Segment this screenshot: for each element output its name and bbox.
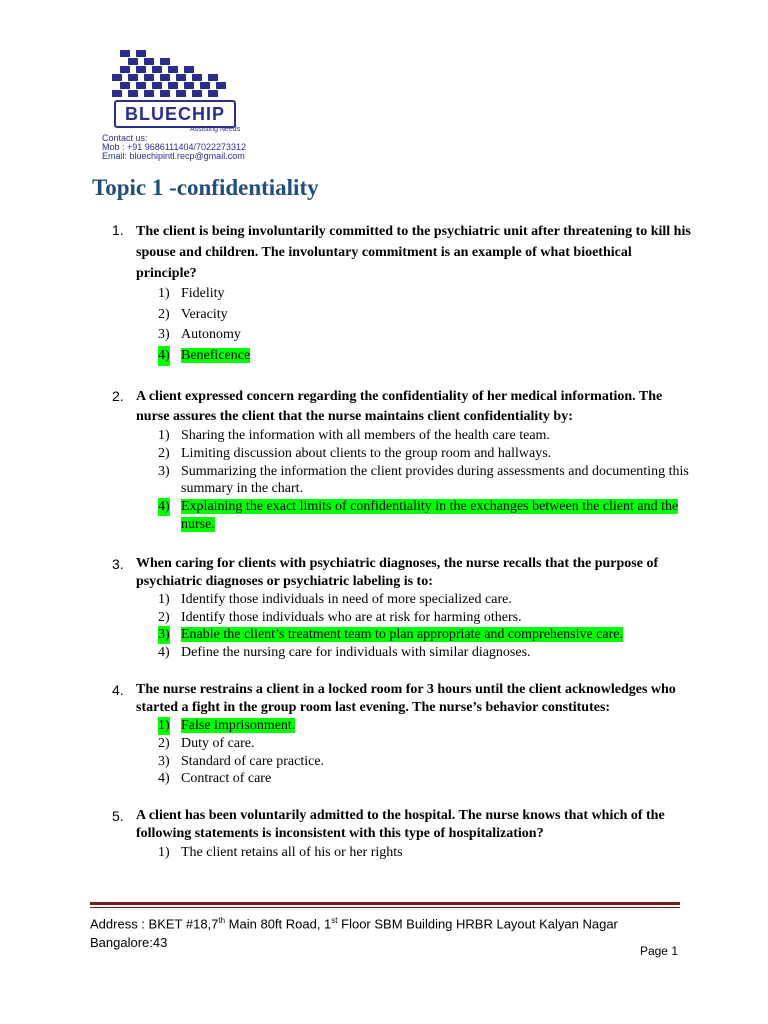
address-part-1: Address : BKET #18,7: [90, 916, 219, 932]
option-number: 1): [158, 428, 170, 443]
question-text: The nurse restrains a client in a locked room for 3 hours until the client acknowledges who started a fight in the group room last evening. The nurse’s behavior constitutes:: [136, 681, 676, 715]
question-number: 4.: [112, 681, 124, 698]
option-3: [158, 626, 692, 644]
option-4: [158, 770, 692, 788]
question-list: [112, 221, 692, 863]
option-number: 2): [158, 609, 170, 625]
contact-email: Email: bluechipintl.recp@gmail.com: [102, 151, 245, 161]
logo-brand-text: BLUECHIP: [114, 100, 236, 128]
option-text: Enable the client’s treatment team to plan appropriate and comprehensive care.: [181, 627, 623, 643]
contact-label: Contact us:: [102, 133, 148, 143]
contact-block: [102, 134, 246, 161]
option-number: 1): [158, 591, 170, 607]
option-4: [158, 346, 692, 367]
option-2: [158, 735, 692, 753]
option-text: The client retains all of his or her rights: [181, 845, 403, 861]
option-number: 2): [158, 735, 170, 751]
option-3: [158, 325, 692, 346]
option-list: [136, 843, 692, 863]
option-1: [158, 284, 692, 305]
option-1: [158, 427, 692, 445]
option-number: 4): [158, 499, 170, 515]
question-number: 2.: [112, 388, 124, 404]
option-text: Identify those individuals in need of more specialized care.: [181, 591, 512, 607]
option-3: [158, 753, 692, 771]
option-1: [158, 717, 692, 735]
address-part-2: Main 80ft Road, 1: [225, 916, 332, 932]
option-text: Autonomy: [181, 327, 241, 342]
option-1: [158, 591, 692, 609]
question-3: [112, 555, 692, 662]
option-text: Veracity: [181, 306, 228, 322]
logo-tagline: Assisting Needs: [190, 126, 241, 133]
option-number: 4): [158, 771, 170, 787]
question-1: [112, 221, 692, 366]
option-text: Standard of care practice.: [181, 753, 325, 769]
option-number: 1): [158, 717, 170, 733]
option-2: [158, 305, 692, 326]
option-4: [158, 498, 692, 534]
option-number: 1): [158, 845, 170, 861]
question-text: The client is being involuntarily committed to the psychiatric unit after threatening to kill his spouse and children. The involuntary commitment is an example of what bioethical principle?: [136, 224, 691, 281]
option-text: Explaining the exact limits of confidentiality in the exchanges between the client and the nurse.: [181, 499, 679, 532]
option-text: Sharing the information with all members of the health care team.: [181, 428, 550, 443]
question-5: [112, 807, 692, 863]
option-number: 3): [158, 753, 170, 769]
option-text: Contract of care: [181, 771, 272, 787]
option-4: [158, 644, 692, 662]
address-line-2: Bangalore:43: [90, 935, 168, 951]
address-part-3: Floor SBM Building HRBR Layout Kalyan Nagar: [337, 916, 618, 932]
option-list: [136, 717, 692, 788]
option-number: 2): [158, 445, 170, 461]
option-number: 3): [158, 627, 170, 643]
option-list: [136, 591, 692, 662]
option-text: Beneficence: [181, 347, 251, 363]
option-text: Identify those individuals who are at risk for harming others.: [181, 609, 522, 625]
address-sup-1: th: [218, 916, 226, 925]
question-text: A client has been voluntarily admitted to the hospital. The nurse knows that which of the following statements is inconsistent with this type of hospitalization?: [136, 808, 665, 842]
option-number: 3): [158, 463, 170, 479]
option-number: 4): [158, 645, 170, 661]
question-text: When caring for clients with psychiatric diagnoses, the nurse recalls that the purpose of psychiatric diagnoses or psychiatric labeling is to:: [136, 555, 659, 589]
option-3: [158, 463, 692, 499]
question-number: 5.: [112, 808, 124, 825]
footer-address: [90, 911, 680, 952]
contact-mobile: Mob : +91 9686111404/7022273312: [102, 142, 247, 152]
option-number: 2): [158, 306, 170, 322]
question-text: A client expressed concern regarding the confidentiality of her medical information. The nurse assures the client that the nurse maintains client confidentiality by:: [136, 389, 663, 424]
option-text: False imprisonment.: [181, 717, 296, 733]
option-2: [158, 445, 692, 463]
option-1: [158, 843, 692, 863]
option-text: Define the nursing care for individuals with similar diagnoses.: [181, 645, 531, 661]
question-number: 1.: [112, 222, 124, 238]
address-line-1: [90, 911, 680, 933]
page-number: Page 1: [639, 944, 678, 958]
option-text: Summarizing the information the client provides during assessments and documenting this summary in the chart.: [181, 463, 689, 497]
option-number: 4): [158, 346, 170, 367]
option-list: [136, 427, 692, 534]
topic-title: Topic 1 -confidentiality: [92, 175, 319, 200]
option-text: Fidelity: [181, 286, 225, 301]
option-number: 1): [158, 286, 170, 301]
question-4: [112, 681, 692, 788]
option-text: Duty of care.: [181, 735, 255, 751]
footer-divider: [90, 902, 680, 908]
option-number: 3): [158, 327, 170, 342]
option-list: [136, 284, 692, 366]
address-sup-2: st: [331, 916, 338, 925]
question-number: 3.: [112, 555, 124, 572]
option-2: [158, 609, 692, 627]
option-text: Limiting discussion about clients to the group room and hallways.: [181, 445, 552, 461]
question-2: [112, 387, 692, 534]
